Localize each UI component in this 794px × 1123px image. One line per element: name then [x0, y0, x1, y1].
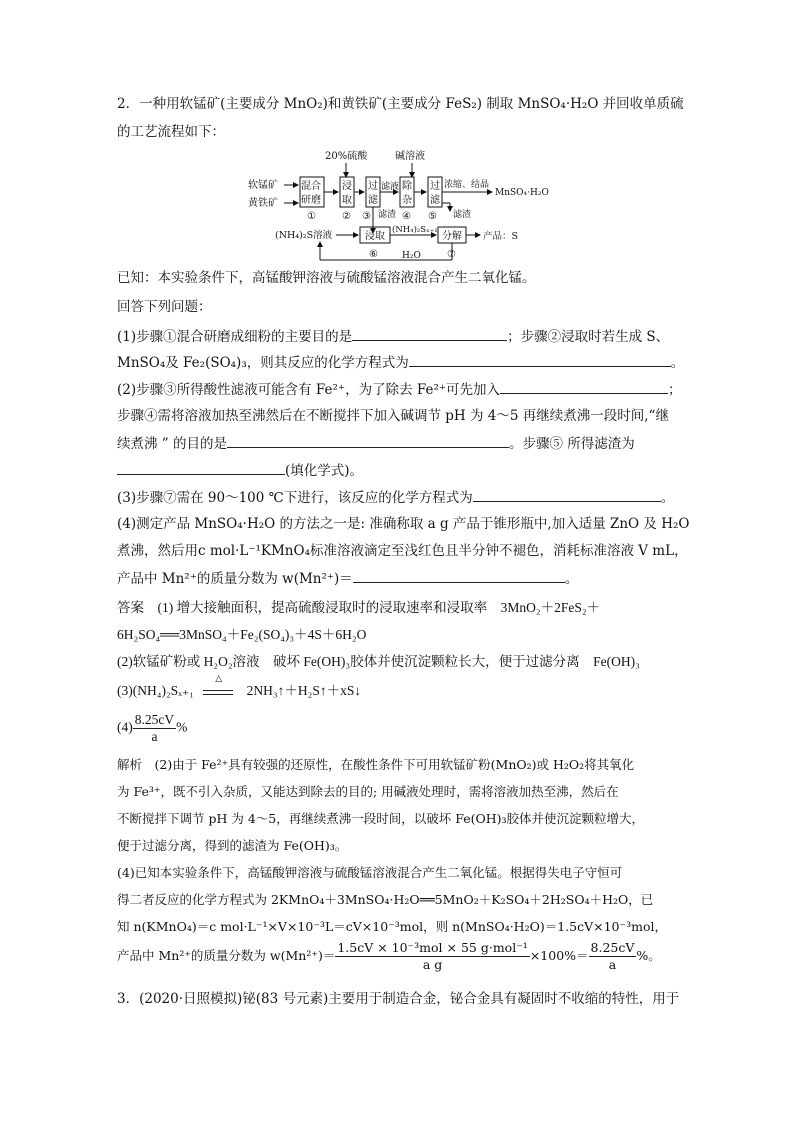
explanation-line7: 知 n(KMnO₄)＝c mol·L⁻¹×V×10⁻³L＝cV×10⁻³mol，则 n(MnSO₄·H₂O)＝1.5cV×10⁻³mol， [117, 919, 667, 934]
svg-text:浓缩、结晶: 浓缩、结晶 [444, 180, 490, 190]
svg-text:混合: 混合 [301, 181, 321, 192]
svg-text:过: 过 [430, 181, 440, 192]
part2-line4: (填化学式)。 [117, 460, 363, 481]
process-flow-diagram [240, 147, 560, 265]
svg-text:产品：S: 产品：S [483, 231, 519, 242]
blank-1[interactable] [352, 326, 507, 341]
part2-line1: (2)步骤③所得酸性滤液可能含有 Fe²⁺，为了除去 Fe²⁺可先加入 ； [117, 379, 682, 400]
svg-text:过: 过 [368, 181, 378, 192]
svg-text:滤液: 滤液 [381, 182, 400, 192]
svg-text:滤: 滤 [368, 195, 378, 206]
svg-text:(NH₄)₂S溶液: (NH₄)₂S溶液 [275, 230, 333, 241]
diagram-alkali-label: 碱溶液 [395, 151, 425, 162]
explanation-line5: (4)已知本实验条件下，高锰酸钾溶液与硫酸锰溶液混合产生二氧化锰。根据得失电子守恒可 [117, 865, 623, 880]
svg-text:③: ③ [362, 211, 371, 222]
explanation-line8: 产品中 Mn²⁺的质量分数为 w(Mn²⁺)＝ $\frac{\text{1.5cV × 10⁻³mol × 55 g·mol⁻¹}}{\text{a g}}$ ×100%＝ $\frac{8.25cV}{a}$ %。 [117, 940, 661, 972]
diagram-ore1: 软锰矿 [248, 180, 278, 191]
part1-line2: MnSO₄及 Fe₂(SO₄)₃，则其反应的化学方程式为 。 [117, 352, 684, 373]
heat-equals-sign [203, 689, 233, 697]
part2-line3: 续煮沸 ” 的目的是 。步骤⑤ 所得滤渣为 [117, 433, 635, 454]
svg-text:分解: 分解 [442, 231, 462, 242]
svg-text:①: ① [307, 211, 316, 222]
svg-text:取: 取 [342, 195, 352, 206]
explanation-line3: 不断搅拌下调节 pH 为 4～5，再继续煮沸一段时间，以破坏 Fe(OH)₃胶体并使沉淀颗粒增大， [117, 811, 645, 826]
diagram-ore2: 黄铁矿 [248, 198, 278, 209]
part2-line2: 步骤④需将溶液加热至沸然后在不断搅拌下加入碱调节 pH 为 4～5 再继续煮沸一段时间,“继 [117, 408, 669, 424]
prompt: 回答下列问题： [117, 299, 212, 315]
blank-7[interactable] [353, 568, 565, 583]
part4-line2: 煮沸，然后用c mol·L⁻¹KMnO₄标准溶液滴定至浅红色且半分钟不褪色，消耗标准溶液 V mL， [117, 543, 688, 559]
explanation-line4: 便于过滤分离，得到的滤渣为 Fe(OH)₃。 [117, 838, 348, 853]
answer-line2: 6H₂SO₄══3MnSO₄＋Fe₂(SO₄)₃＋4S＋6H₂O [117, 627, 367, 642]
svg-text:滤渣: 滤渣 [378, 210, 397, 220]
part4-line3: 产品中 Mn²⁺的质量分数为 w(Mn²⁺)＝ 。 [117, 568, 578, 589]
svg-text:滤渣: 滤渣 [453, 210, 472, 220]
svg-text:④: ④ [402, 211, 411, 222]
svg-text:⑦: ⑦ [447, 249, 456, 260]
answer-line1: 答案 (1) 增大接触面积，提高硫酸浸取时的浸取速率和浸取率 3MnO₂＋2FeS₂＋ [117, 600, 601, 615]
blank-4[interactable] [227, 433, 509, 448]
svg-text:滤: 滤 [430, 195, 440, 206]
svg-text:杂: 杂 [402, 195, 412, 206]
part3-line: (3)步骤⑦需在 90～100 ℃下进行，该反应的化学方程式为 。 [117, 487, 674, 508]
known-condition: 已知：本实验条件下，高锰酸钾溶液与硫酸锰溶液混合产生二氧化锰。 [117, 270, 536, 286]
blank-2[interactable] [409, 352, 671, 367]
svg-text:MnSO₄·H₂O: MnSO₄·H₂O [495, 188, 549, 198]
svg-text:②: ② [342, 211, 351, 222]
blank-6[interactable] [473, 487, 661, 502]
blank-3[interactable] [500, 379, 668, 394]
answer-line3: (2)软锰矿粉或 H₂O₂溶液 破坏 Fe(OH)₃胶体并使沉淀颗粒长大，便于过滤分离 Fe(OH)₃ [117, 654, 640, 669]
svg-text:除: 除 [402, 181, 412, 192]
q2-intro-line2: 的工艺流程如下： [117, 124, 225, 140]
svg-text:(NH₄)₂Sₓ₊₁: (NH₄)₂Sₓ₊₁ [392, 225, 438, 235]
svg-text:研磨: 研磨 [301, 195, 321, 206]
answer-line4: (3)(NH₄)₂Sₓ₊₁ △ 2NH₃↑＋H₂S↑＋xS↓ [117, 672, 362, 698]
svg-text:⑤: ⑤ [428, 211, 437, 222]
svg-text:H₂O: H₂O [402, 251, 421, 261]
svg-text:浸取: 浸取 [365, 231, 385, 242]
explanation-line2: 为 Fe³⁺，既不引入杂质，又能达到除去的目的; 用碱液处理时，需将溶液加热至沸，然后在 [117, 784, 619, 799]
svg-text:⑥: ⑥ [369, 249, 378, 260]
svg-text:浸: 浸 [342, 181, 352, 192]
part4-line1: (4)测定产品 MnSO₄·H₂O 的方法之一是: 准确称取 a g 产品于锥形瓶中,加入适量 ZnO 及 H₂O [117, 516, 690, 532]
blank-5[interactable] [117, 460, 285, 475]
answer-line5: (4) $\frac{8.25cV}{a}$ % [117, 712, 188, 744]
explanation-line1: 解析 (2)由于 Fe²⁺具有较强的还原性，在酸性条件下可用软锰矿粉(MnO₂)或 H₂O₂将其氧化 [117, 757, 635, 772]
part1-line1: (1)步骤①混合研磨成细粉的主要目的是 ；步骤②浸取时若生成 S、 [117, 326, 669, 347]
q3-line1: 3．(2020·日照模拟)铋(83 号元素)主要用于制造合金，铋合金具有凝固时不收缩的特性，用于 [117, 991, 680, 1007]
diagram-acid-label: 20%硫酸 [325, 151, 368, 162]
explanation-line6: 得二者反应的化学方程式为 2KMnO₄＋3MnSO₄·H₂O══5MnO₂＋K₂SO₄＋2H₂SO₄＋H₂O，已 [117, 892, 654, 907]
q2-intro-line1: 2．一种用软锰矿(主要成分 MnO₂)和黄铁矿(主要成分 FeS₂) 制取 MnSO₄·H₂O 并回收单质硫 [117, 96, 684, 112]
